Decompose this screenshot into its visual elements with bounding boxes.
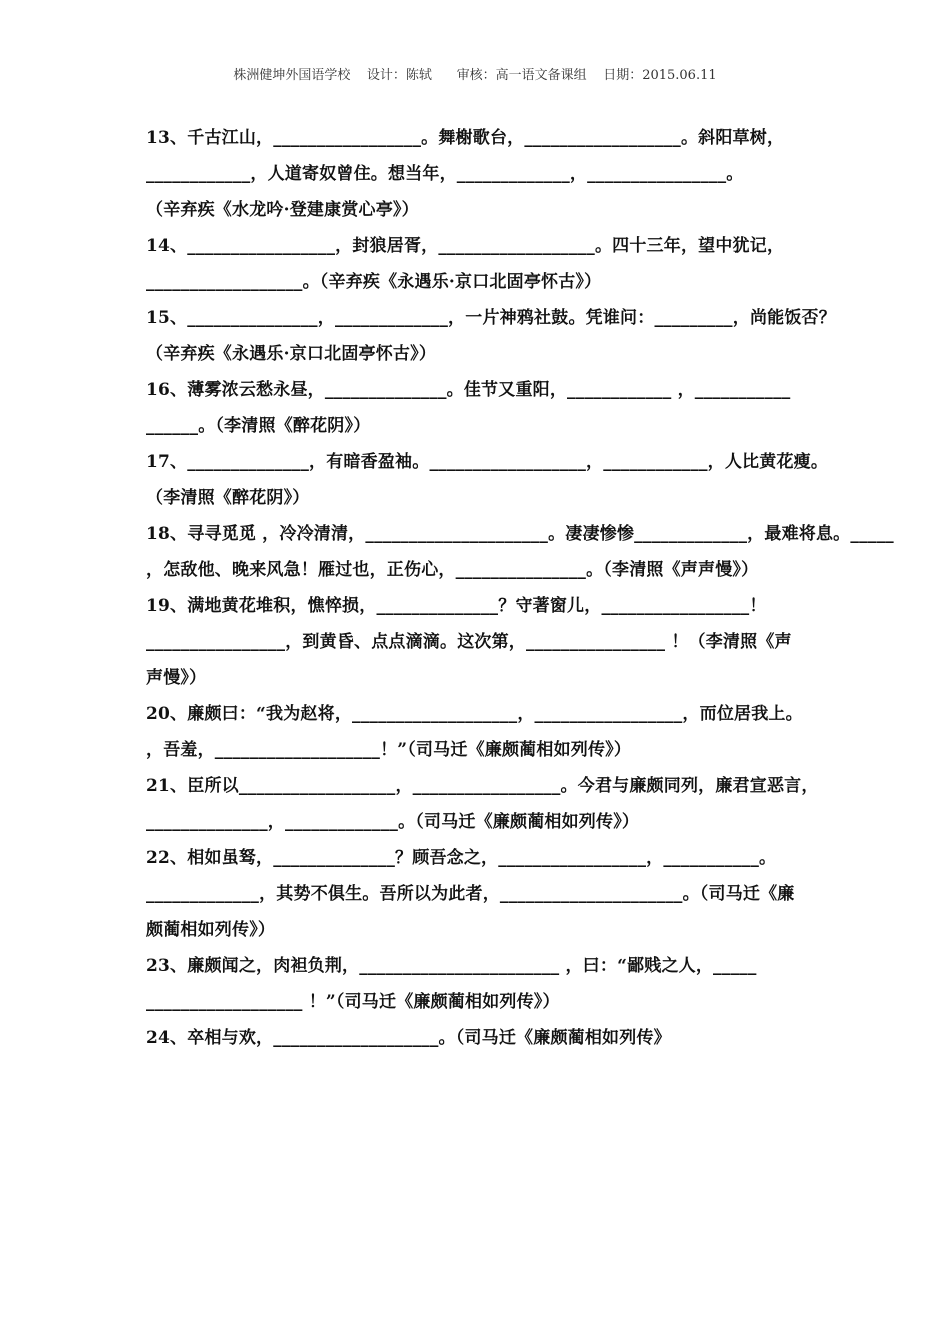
exercise-line: 22、相如虽驽，______________？顾吾念之，_________________，___________。 (146, 848, 777, 868)
exercise-body (146, 124, 894, 1060)
exercise-line: 15、_______________，_____________，一片神鸦社鼓。凭谁问：_________，尚能饭否？ (146, 308, 836, 328)
exercise-line: __________________。（辛弃疾《永遇乐·京口北固亭怀古》） (146, 272, 602, 292)
exercise-line: 颇蔺相如列传》） (146, 920, 276, 940)
exercise-line: 20、廉颇曰：“我为赵将，___________________，_________________，而位居我上。 (146, 704, 803, 724)
exercise-line: __________________ ！”（司马迁《廉颇蔺相如列传》） (146, 992, 560, 1012)
page-header: 株洲健坤外国语学校 设计：陈轼 审核：高一语文备课组 日期：2015.06.11 (233, 68, 717, 83)
exercise-line: 17、______________，有暗香盈袖。__________________，____________，人比黄花瘦。 (146, 452, 829, 472)
exercise-line: （李清照《醉花阴》） (146, 488, 310, 508)
exercise-line: 24、卒相与欢，___________________。（司马迁《廉颇蔺相如列传》 (146, 1028, 671, 1048)
exercise-line: 19、满地黄花堆积，憔悴损，______________？守著窗儿，_________________！ (146, 596, 767, 616)
exercise-line: ，怎敌他、晚来风急！雁过也，正伤心，_______________。（李清照《声声慢》） (146, 560, 759, 580)
exercise-line: 21、臣所以__________________，_________________。今君与廉颇同列，廉君宣恶言， (146, 776, 819, 796)
exercise-line: （辛弃疾《水龙吟·登建康赏心亭》） (146, 200, 419, 220)
exercise-line: _____________，其势不俱生。吾所以为此者，_____________________。（司马迁《廉 (146, 884, 795, 904)
exercise-line: ______。（李清照《醉花阴》） (146, 416, 371, 436)
exercise-line: 18、寻寻觅觅 ，冷冷清清，_____________________。凄凄惨惨_____________，最难将息。_____ (146, 524, 894, 544)
exercise-line: 16、薄雾浓云愁永昼，______________。佳节又重阳，____________ ，___________ (146, 380, 791, 400)
exercise-line: 声慢》） (146, 668, 207, 688)
exercise-line: ______________，_____________。（司马迁《廉颇蔺相如列传》） (146, 812, 640, 832)
exercise-line: 13、千古江山，_________________。舞榭歌台，__________________。斜阳草树， (146, 128, 785, 148)
exercise-line: ________________，到黄昏、点点滴滴。这次第，________________ ！（李清照《声 (146, 632, 792, 652)
exercise-line: （辛弃疾《永遇乐·京口北固亭怀古》） (146, 344, 437, 364)
exercise-line: ，吾羞，___________________！”（司马迁《廉颇蔺相如列传》） (146, 740, 632, 760)
exercise-line: 14、_________________，封狼居胥，__________________。四十三年，望中犹记， (146, 236, 785, 256)
exercise-line: 23、廉颇闻之，肉袒负荆，_______________________ ，曰：“鄙贱之人，_____ (146, 956, 757, 976)
exercise-line: ____________，人道寄奴曾住。想当年，_____________，________________。 (146, 164, 744, 184)
